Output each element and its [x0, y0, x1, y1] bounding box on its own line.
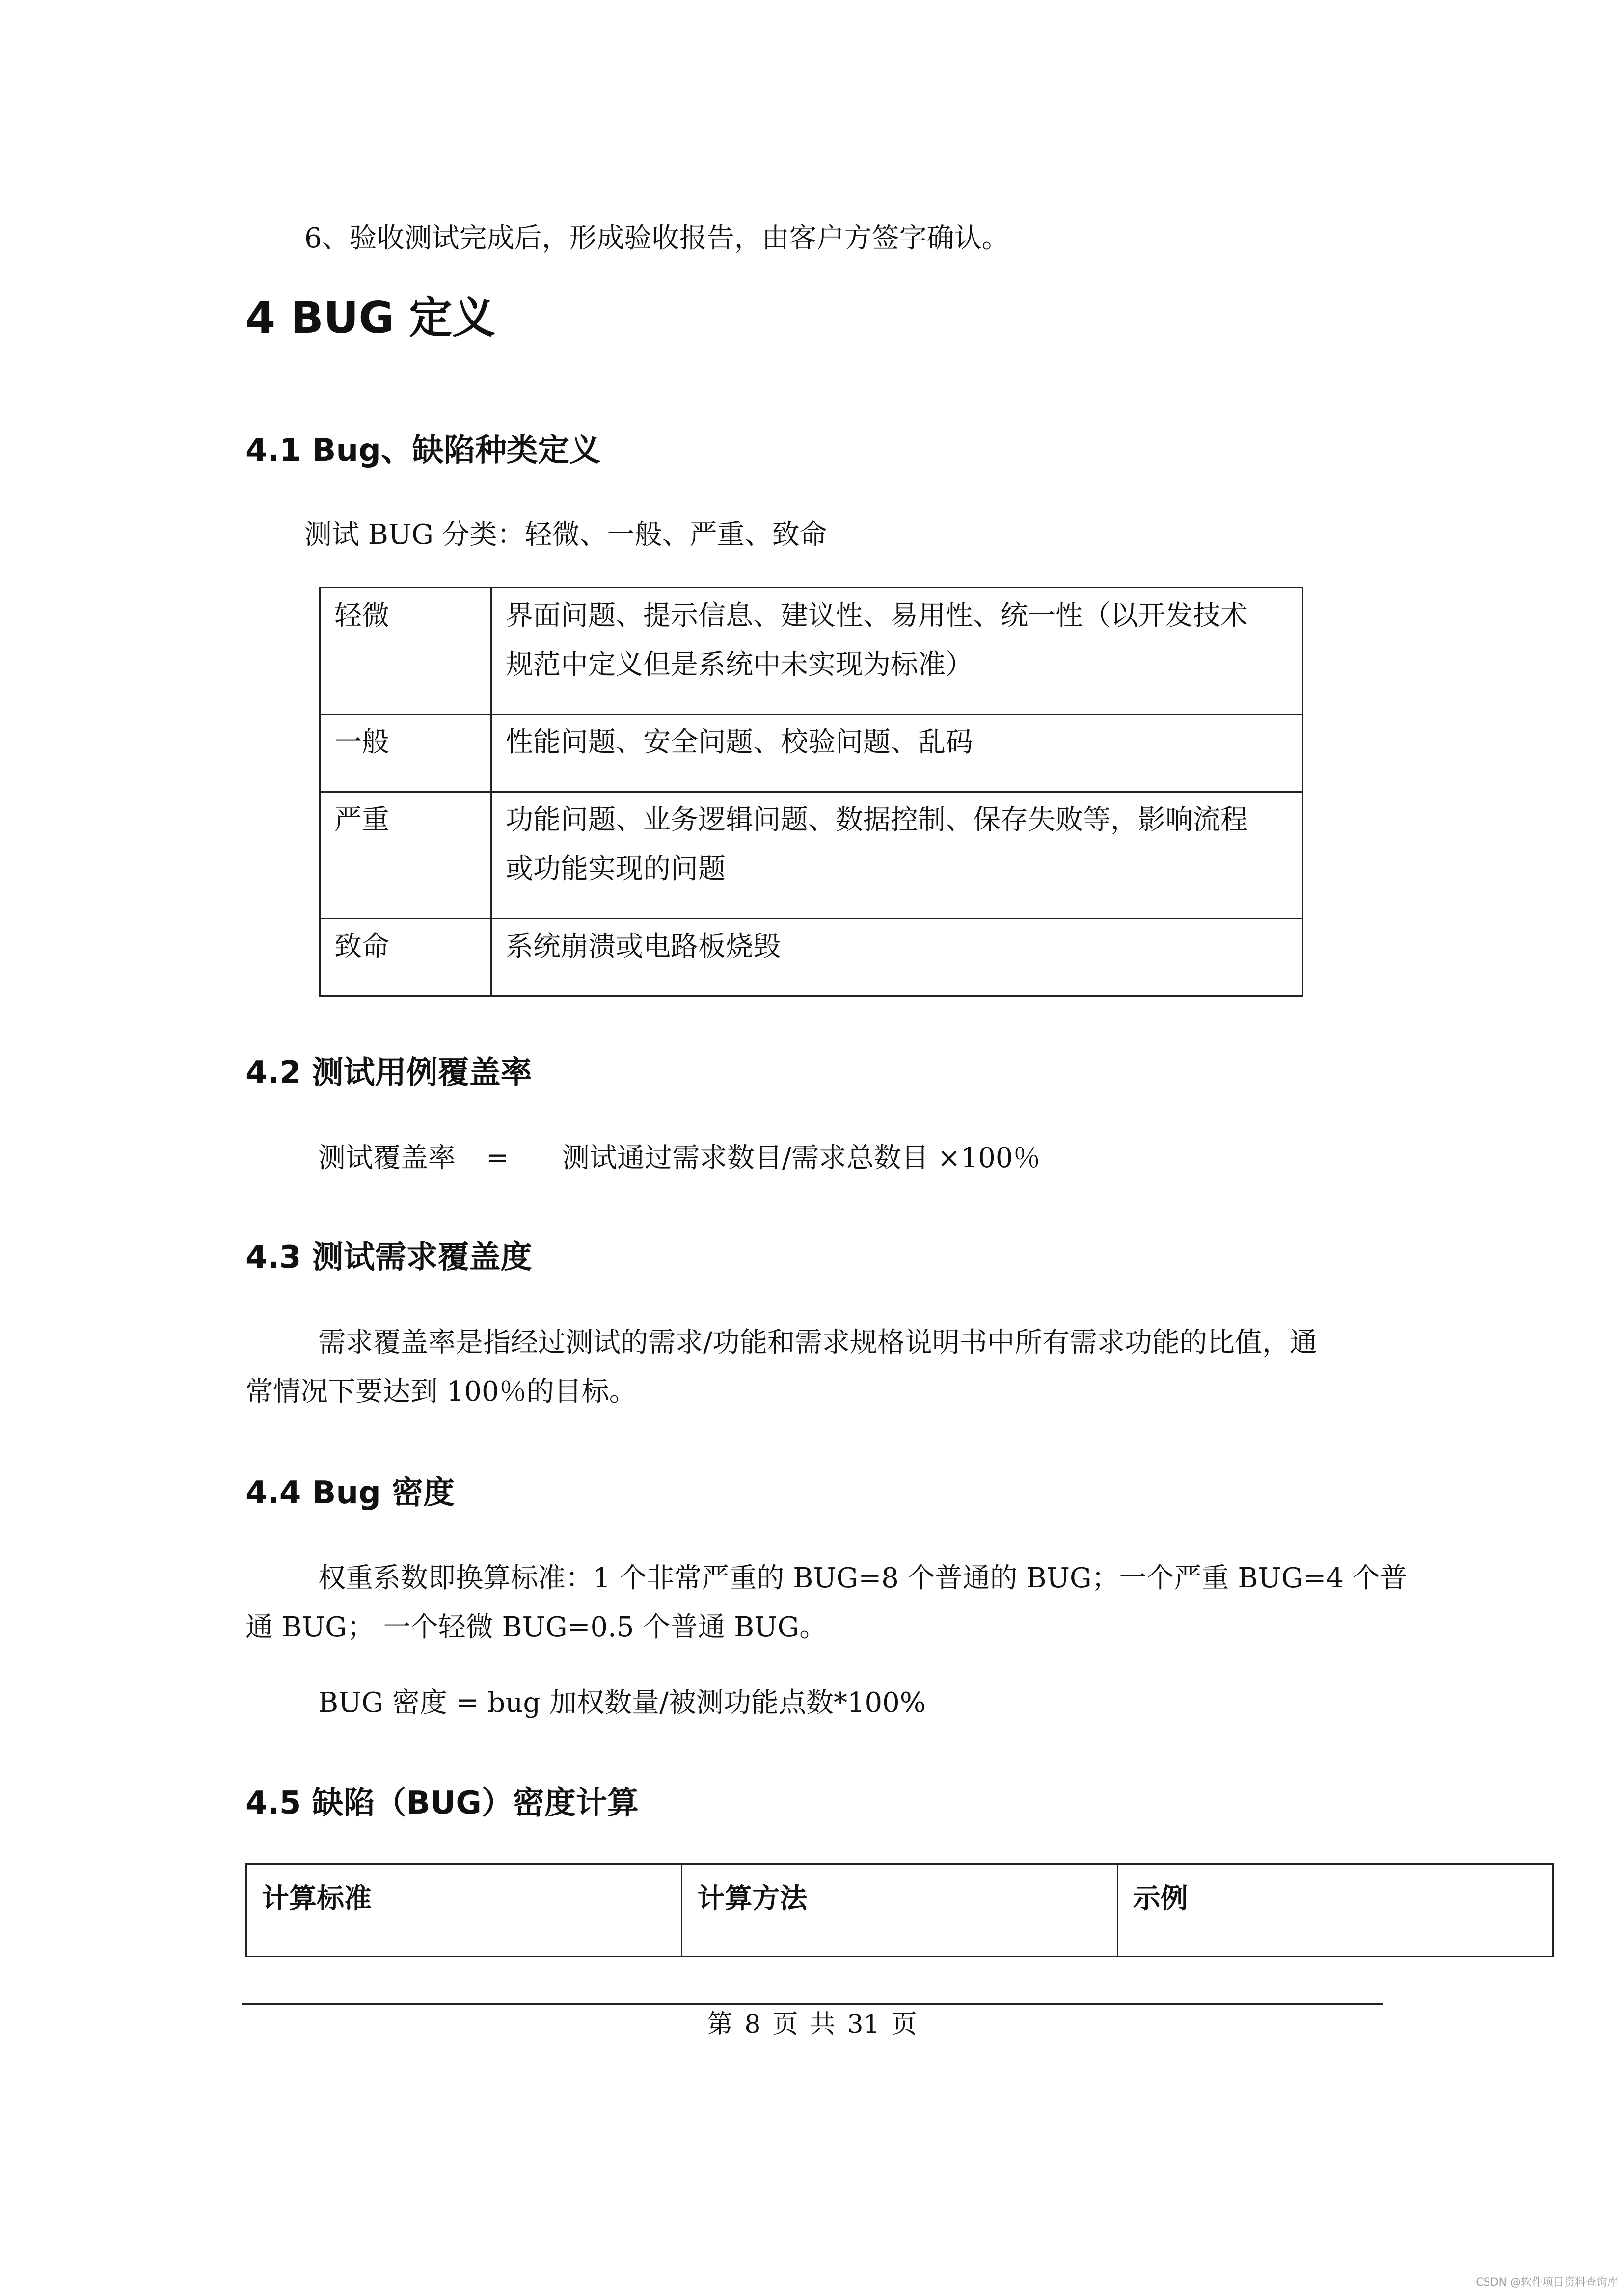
header-calc-method: 计算方法 — [682, 1864, 1117, 1957]
bug-classification-text: 测试 BUG 分类：轻微、一般、严重、致命 — [304, 519, 827, 551]
footer-di: 第 — [707, 2010, 733, 2039]
section-4-2-heading: 4.2 测试用例覆盖率 — [245, 1055, 532, 1091]
requirement-coverage-line-1: 需求覆盖率是指经过测试的需求/功能和需求规格说明书中所有需求功能的比值，通 — [318, 1327, 1317, 1359]
severity-level: 一般 — [320, 715, 491, 792]
table-header-row — [246, 1864, 1553, 1957]
severity-level: 致命 — [320, 919, 491, 996]
header-example: 示例 — [1117, 1864, 1553, 1957]
description-line: 规范中定义但是系统中未实现为标准） — [506, 649, 973, 681]
acceptance-step-6: 6、验收测试完成后，形成验收报告，由客户方签字确认。 — [304, 222, 1009, 254]
bug-density-formula: BUG 密度 = bug 加权数量/被测功能点数*100% — [318, 1687, 926, 1719]
watermark: CSDN @软件项目资料查询库 — [1476, 2276, 1618, 2289]
coverage-formula-left: 测试覆盖率 — [318, 1142, 456, 1174]
section-4-4-heading: 4.4 Bug 密度 — [245, 1475, 455, 1511]
section-4-5-heading: 4.5 缺陷（BUG）密度计算 — [245, 1785, 639, 1821]
severity-level: 轻微 — [320, 588, 491, 715]
severity-description — [491, 715, 1303, 792]
header-calc-standard: 计算标准 — [246, 1864, 682, 1957]
page-footer — [0, 2002, 1624, 2047]
weight-coefficient-line-2: 通 BUG； 一个轻微 BUG=0.5 个普通 BUG。 — [245, 1611, 827, 1643]
description-line: 系统崩溃或电路板烧毁 — [506, 931, 781, 962]
description-line: 功能问题、业务逻辑问题、数据控制、保存失败等，影响流程 — [506, 804, 1248, 836]
section-4-3-heading: 4.3 测试需求覆盖度 — [245, 1239, 532, 1276]
description-line: 性能问题、安全问题、校验问题、乱码 — [506, 726, 973, 758]
weight-coefficient-line-1: 权重系数即换算标准：1 个非常严重的 BUG=8 个普通的 BUG；一个严重 BUG=4 个普 — [318, 1562, 1407, 1594]
footer-ye: 页 — [772, 2010, 798, 2039]
table-row — [320, 715, 1303, 792]
section-4-heading: 4 BUG 定义 — [245, 293, 496, 343]
description-line: 界面问题、提示信息、建议性、易用性、统一性（以开发技术 — [506, 600, 1248, 632]
severity-description — [491, 919, 1303, 996]
severity-level: 严重 — [320, 792, 491, 919]
footer-total-pages: 31 — [847, 2010, 880, 2039]
coverage-formula-equals: = — [486, 1142, 509, 1174]
density-calculation-table — [245, 1863, 1554, 1957]
severity-table — [319, 587, 1303, 997]
footer-page-number: 8 — [744, 2010, 761, 2039]
table-row — [320, 588, 1303, 715]
requirement-coverage-line-2: 常情况下要达到 100％的目标。 — [245, 1376, 637, 1408]
severity-description — [491, 792, 1303, 919]
table-row — [320, 792, 1303, 919]
section-4-1-heading: 4.1 Bug、缺陷种类定义 — [245, 432, 601, 469]
footer-ye-2: 页 — [891, 2010, 917, 2039]
severity-description — [491, 588, 1303, 715]
footer-gong: 共 — [810, 2010, 836, 2039]
description-line: 或功能实现的问题 — [506, 853, 726, 885]
table-row — [320, 919, 1303, 996]
coverage-formula-right: 测试通过需求数目/需求总数目 ×100％ — [562, 1142, 1041, 1174]
